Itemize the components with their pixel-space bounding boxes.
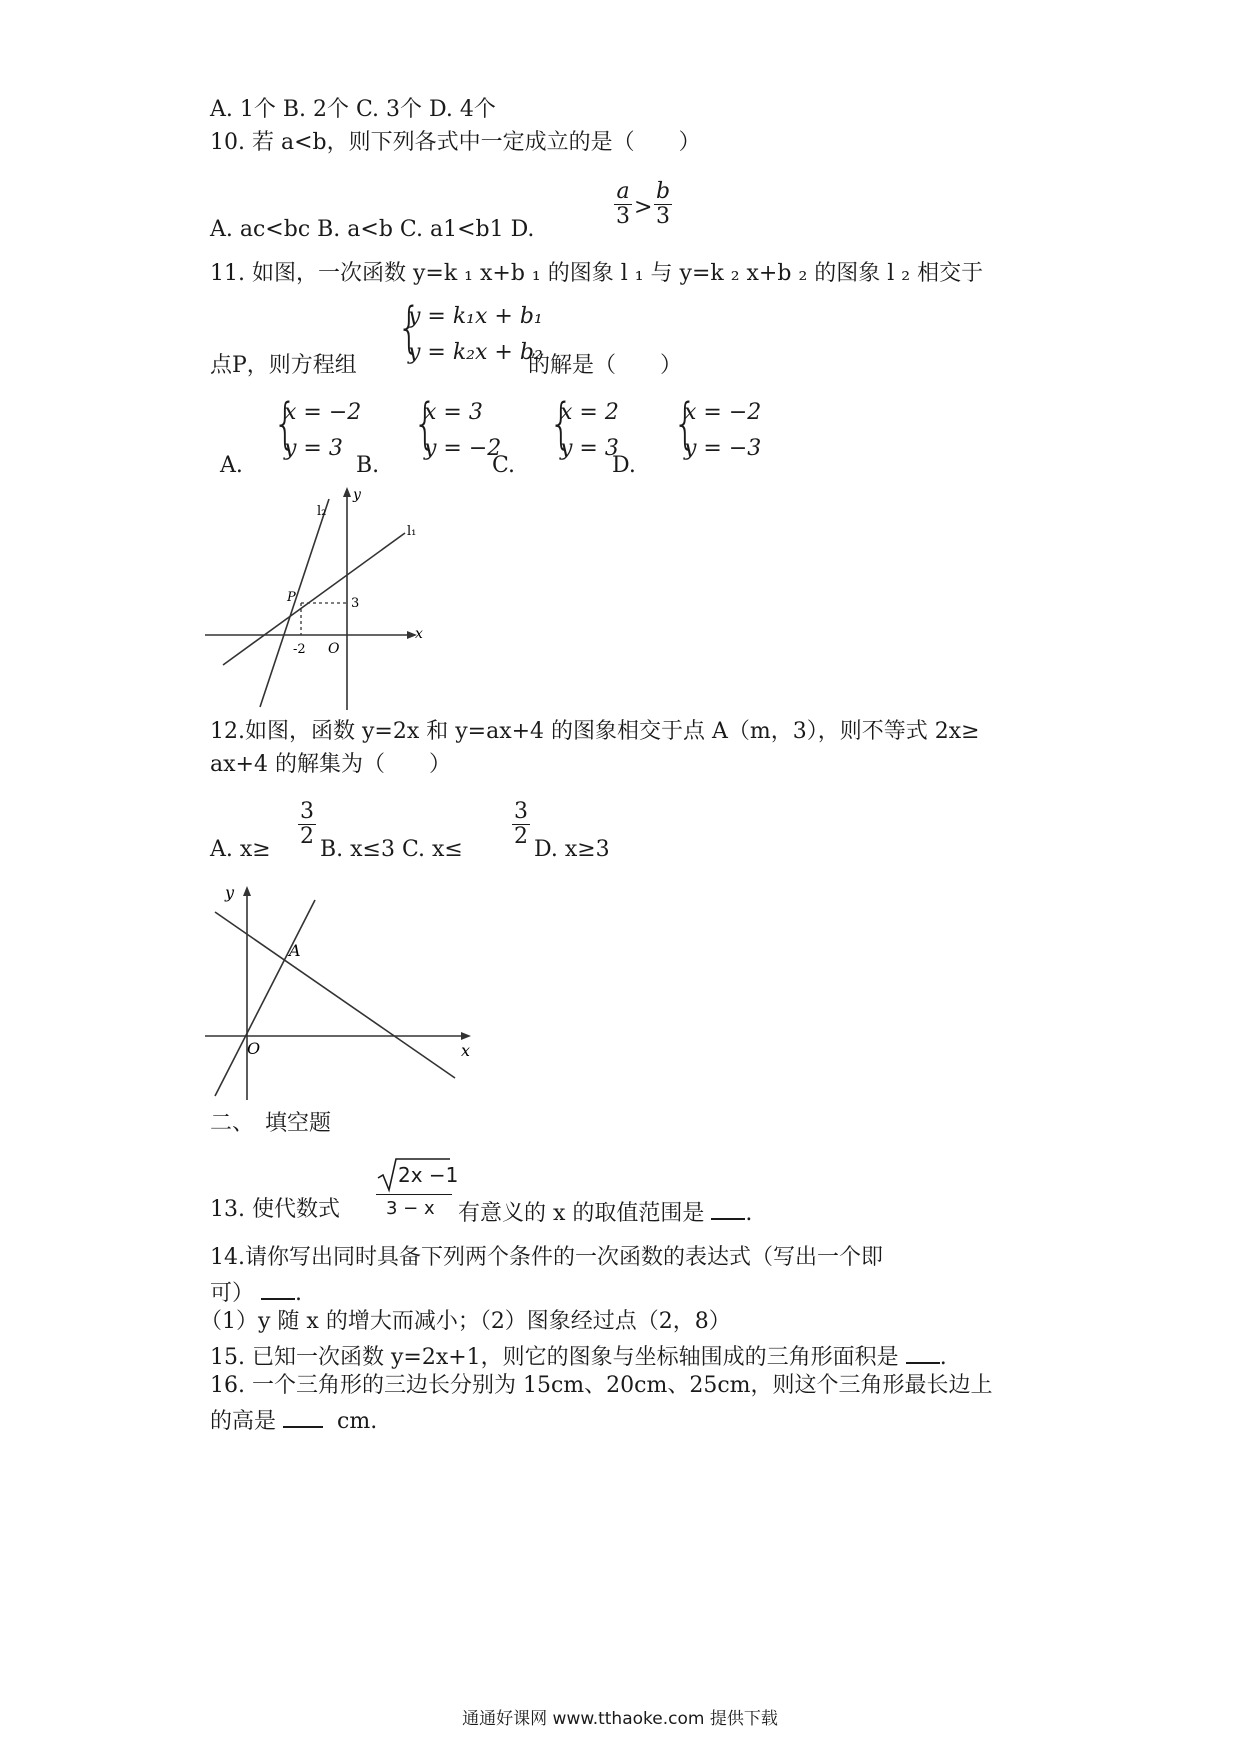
q10-options: A. ac<bc B. a<b C. a1<b1 D. xyxy=(210,217,535,242)
q13-prefix: 13. 使代数式 xyxy=(210,1197,340,1222)
p-label: P xyxy=(287,590,296,605)
radicand: 2x −1 xyxy=(398,1163,459,1187)
system-row-1: x = −2 xyxy=(284,400,362,425)
origin-label: O xyxy=(247,1039,261,1058)
l1-label: l₁ xyxy=(407,524,417,539)
q11-stem-prefix: 点P，则方程组 xyxy=(210,353,357,378)
q12-frac-c xyxy=(512,800,530,849)
frac-numerator: 3 xyxy=(514,799,528,824)
q11-option-d-label: D. xyxy=(612,453,636,478)
a-label: A xyxy=(289,941,301,960)
x-label: x xyxy=(461,1041,471,1060)
three-label: 3 xyxy=(351,596,360,611)
q16-line2 xyxy=(210,1404,377,1436)
q13-suffix: 有意义的 x 的取值范围是 . xyxy=(458,1196,752,1228)
q11-graph xyxy=(205,485,435,710)
q14-conditions: （1）y 随 x 的增大而减小；（2）图象经过点（2，8） xyxy=(200,1309,731,1334)
q15-line: 15. 已知一次函数 y=2x+1，则它的图象与坐标轴围成的三角形面积是 . xyxy=(210,1340,947,1372)
q12-stem-line2: ax+4 的解集为（ ） xyxy=(210,752,451,777)
y-axis-arrow xyxy=(343,487,351,497)
section-title: 二、 填空题 xyxy=(210,1111,332,1136)
answer-blank[interactable] xyxy=(906,1340,940,1364)
q13-expression xyxy=(376,1156,459,1226)
q9-options: A. 1个 B. 2个 C. 3个 D. 4个 xyxy=(210,97,496,122)
frac-bar xyxy=(376,1194,452,1195)
q16-unit: cm. xyxy=(337,1409,378,1434)
system-row-1: x = −2 xyxy=(684,400,762,425)
frac-numerator: b xyxy=(656,179,671,204)
frac-numerator: a xyxy=(616,179,630,204)
line-l1 xyxy=(223,533,405,665)
q11-equation-system xyxy=(392,296,543,372)
y-axis-arrow xyxy=(243,886,251,896)
q11-stem-line1: 11. 如图，一次函数 y=k ₁ x+b ₁ 的图象 l ₁ 与 y=k ₂ x+b ₂ 的图象 l ₂ 相交于 xyxy=(210,261,984,286)
q11-option-a-system xyxy=(268,392,362,468)
frac-numerator: 3 xyxy=(300,799,314,824)
brace: { xyxy=(549,392,574,455)
q10-frac-a xyxy=(614,180,632,229)
q14-line2-text: 可） xyxy=(210,1281,255,1306)
answer-blank[interactable] xyxy=(261,1276,295,1300)
frac-denominator: 3 xyxy=(616,204,630,229)
answer-blank[interactable] xyxy=(711,1196,745,1220)
x-label: x xyxy=(415,626,423,642)
q14-line2: 可） . xyxy=(210,1276,302,1308)
y-label: y xyxy=(225,883,235,902)
q11-option-d-system xyxy=(668,392,764,468)
brace: { xyxy=(673,392,698,455)
q11-option-a-label: A. xyxy=(220,453,243,478)
frac-denominator: 2 xyxy=(514,824,528,849)
q12-frac-a xyxy=(298,800,316,849)
q12-graph xyxy=(205,880,475,1100)
q10-frac-b xyxy=(654,180,672,229)
system-row-1: x = 2 xyxy=(560,400,619,425)
q16-line1: 16. 一个三角形的三边长分别为 15cm、20cm、25cm，则这个三角形最长边上 xyxy=(210,1373,993,1398)
system-row-2: y = 3 xyxy=(560,436,619,461)
q12-option-d: D. x≥3 xyxy=(534,837,610,862)
q13-suffix-text: 有意义的 x 的取值范围是 xyxy=(458,1201,705,1226)
answer-blank[interactable] xyxy=(283,1404,323,1428)
q11-option-b-label: B. xyxy=(356,453,380,478)
l2-label: l₂ xyxy=(317,504,327,519)
system-row-2: y = −3 xyxy=(684,436,762,461)
system-row-2: y = k₂x + b₂ xyxy=(408,340,543,365)
x-axis-arrow xyxy=(461,1032,471,1040)
brace: { xyxy=(397,296,422,359)
line-y-2x xyxy=(215,900,315,1096)
q11-option-c-label: C. xyxy=(492,453,516,478)
q12-stem-line1: 12.如图，函数 y=2x 和 y=ax+4 的图象相交于点 A（m，3），则不等式 2x≥ xyxy=(210,719,980,744)
system-row-2: y = −2 xyxy=(424,436,502,461)
frac-denominator: 3 xyxy=(656,204,671,229)
frac-denominator: 3 − x xyxy=(386,1198,435,1219)
q14-line1: 14.请你写出同时具备下列两个条件的一次函数的表达式（写出一个即 xyxy=(210,1245,883,1270)
origin-label: O xyxy=(328,641,340,657)
q10-stem: 10. 若 a<b，则下列各式中一定成立的是（ ） xyxy=(210,130,701,155)
neg2-label: -2 xyxy=(293,642,306,657)
brace: { xyxy=(273,392,298,455)
q10-rel: > xyxy=(634,195,653,220)
q16-line2-text: 的高是 xyxy=(210,1409,277,1434)
q15-text: 15. 已知一次函数 y=2x+1，则它的图象与坐标轴围成的三角形面积是 xyxy=(210,1345,899,1370)
frac-denominator: 2 xyxy=(300,824,314,849)
y-label: y xyxy=(353,487,361,503)
q12-option-a: A. x≥ xyxy=(210,837,271,862)
brace: { xyxy=(413,392,438,455)
q12-option-bc: B. x≤3 C. x≤ xyxy=(320,837,463,862)
page-footer: 通通好课网 www.tthaoke.com 提供下载 xyxy=(462,1709,778,1729)
q11-stem-suffix: 的解是（ ） xyxy=(528,353,683,378)
system-row-1: y = k₁x + b₁ xyxy=(408,304,543,329)
q11-option-b-system xyxy=(408,392,502,468)
system-row-2: y = 3 xyxy=(284,436,343,461)
system-row-1: x = 3 xyxy=(424,400,483,425)
